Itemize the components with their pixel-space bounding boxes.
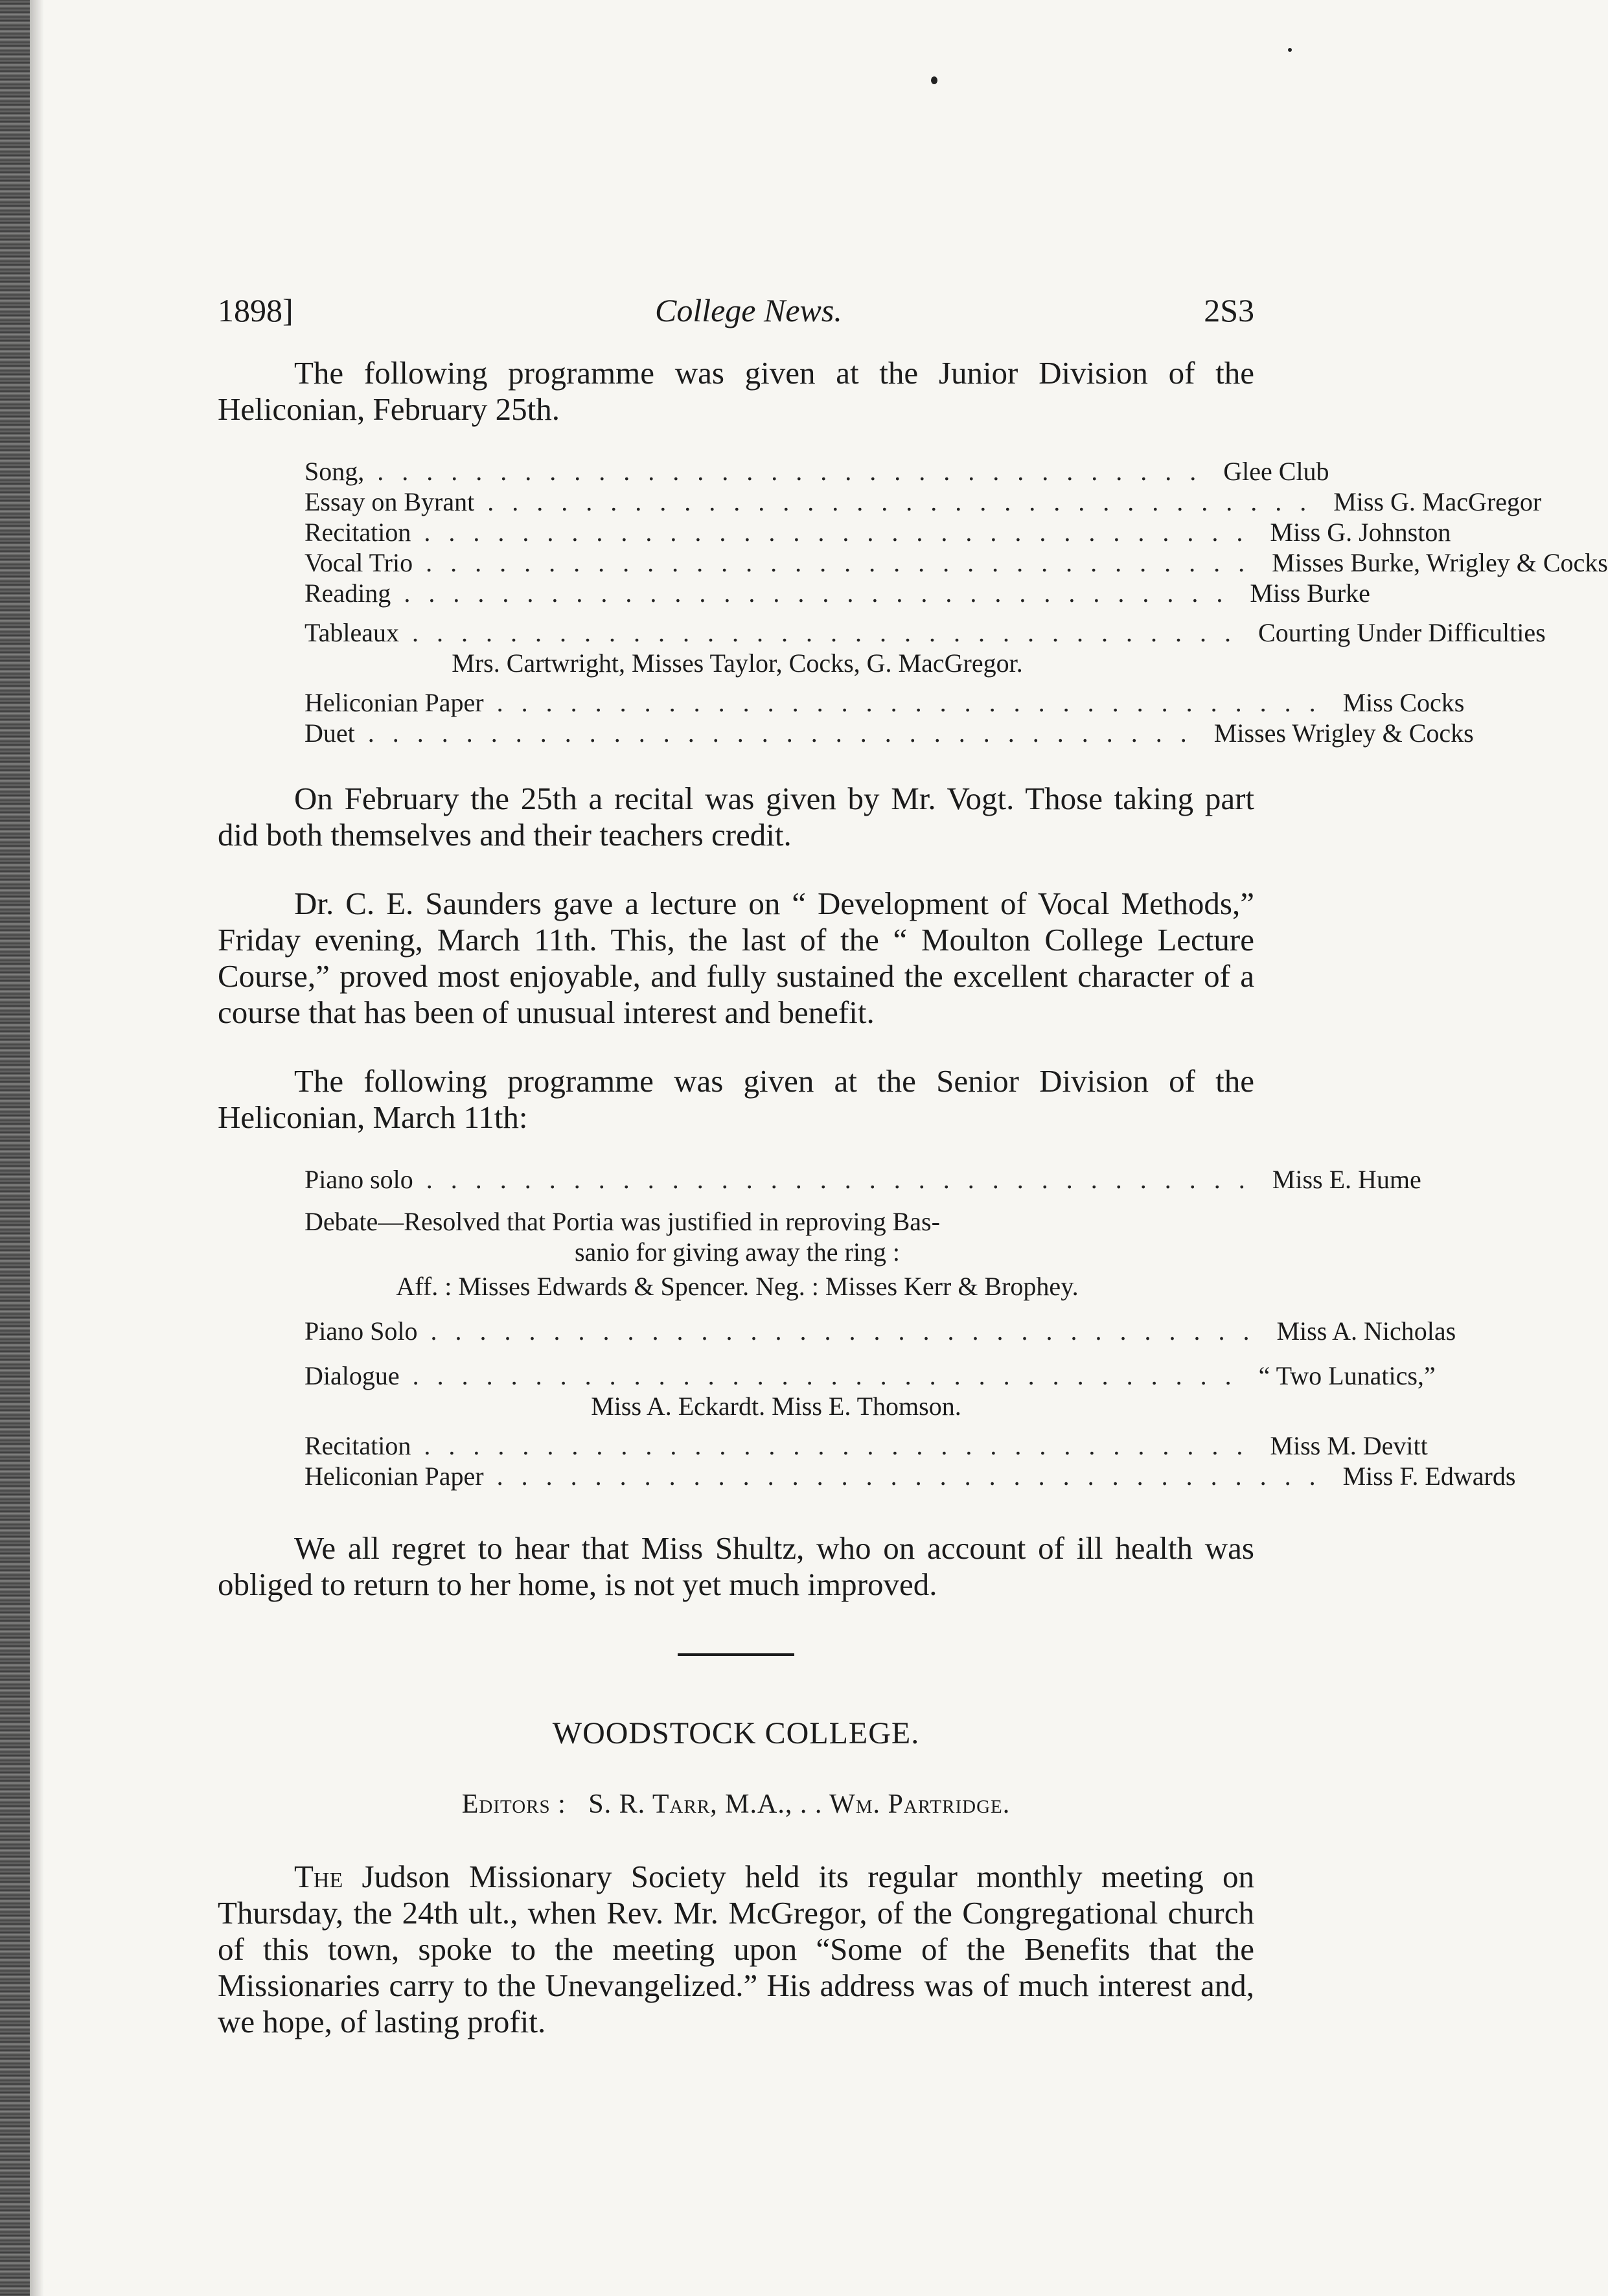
programme-row: Reading .................................. Miss Burke <box>304 579 1370 608</box>
paragraph-recital: On February the 25th a recital was given by Mr. Vogt. Those taking part did both themselves and their teachers credit. <box>218 781 1254 853</box>
scan-speck <box>931 76 937 84</box>
section-title: WOODSTOCK COLLEGE. <box>552 1716 920 1751</box>
editors-line <box>218 1789 1254 1820</box>
paragraph-senior-intro: The following programme was given at the Senior Division of the Heliconian, March 11th: <box>218 1063 1254 1135</box>
page-content <box>218 292 1608 2040</box>
programme-item: Recitation <box>304 1431 411 1460</box>
programme-row: Vocal Trio .................................. Misses Burke, Wrigley & Cocks <box>304 548 1608 577</box>
paragraph-shultz: We all regret to hear that Miss Shultz, who on account of ill health was obliged to return to her home, is not yet much improved. <box>218 1530 1254 1602</box>
paragraph-judson-society <box>218 1859 1254 2040</box>
debate-line-continued: sanio for giving away the ring : <box>574 1237 901 1267</box>
programme-item: Reading <box>304 579 391 608</box>
programme-item: Song, <box>304 457 365 486</box>
programme-performer: Miss E. Hume <box>1272 1165 1421 1194</box>
running-head <box>218 292 1254 329</box>
header-year: 1898] <box>218 292 293 328</box>
programme-performer: Miss Cocks <box>1342 688 1465 717</box>
programme-performer: Miss F. Edwards <box>1342 1462 1516 1491</box>
programme-performer: Glee Club <box>1223 457 1329 486</box>
programme-item: Essay on Byrant <box>304 487 475 516</box>
programme-performer: Courting Under Difficulties <box>1258 618 1546 647</box>
programme-row: Heliconian Paper .................................. Miss F. Edwards <box>304 1462 1516 1491</box>
programme-row: Essay on Byrant .................................. Miss G. MacGregor <box>304 487 1542 516</box>
binding-edge <box>0 0 30 2296</box>
programme-item: Recitation <box>304 518 411 547</box>
programme-row: Piano Solo .................................. Miss A. Nicholas <box>304 1316 1456 1346</box>
programme-row: Piano solo .................................. Miss E. Hume <box>304 1165 1421 1194</box>
programme-row: Recitation .................................. Miss M. Devitt <box>304 1431 1428 1460</box>
editors-names: S. R. Tarr, M.A., . . Wm. Partridge. <box>588 1789 1011 1819</box>
programme-row: Song, .................................. Glee Club <box>304 457 1329 486</box>
header-title: College News. <box>654 292 842 328</box>
programme-item: Piano solo <box>304 1165 413 1194</box>
programme-row: Duet .................................. Misses Wrigley & Cocks <box>304 718 1474 748</box>
programme-performer: Miss A. Nicholas <box>1276 1316 1456 1346</box>
programme-row: Recitation .................................. Miss G. Johnston <box>304 518 1451 547</box>
tableaux-cast: Mrs. Cartwright, Misses Taylor, Cocks, G. MacGregor. <box>452 649 1023 678</box>
header-page-number: 2S3 <box>1204 292 1254 328</box>
programme-performer: Misses Wrigley & Cocks <box>1213 718 1474 748</box>
programme-item: Dialogue <box>304 1361 400 1390</box>
programme-item: Vocal Trio <box>304 548 413 577</box>
programme-performer: Misses Burke, Wrigley & Cocks <box>1272 548 1608 577</box>
debate-sides: Aff. : Misses Edwards & Spencer. Neg. : Misses Kerr & Brophey. <box>396 1272 1079 1301</box>
section-divider <box>678 1653 794 1656</box>
debate-line: Debate—Resolved that Portia was justified in reproving Bas- <box>304 1207 940 1236</box>
paragraph-lecture: Dr. C. E. Saunders gave a lecture on “ Development of Vocal Methods,” Friday evening, March 11th. This, the last of the “ Moulton College Lecture Course,” proved most enjoyable, and fully sustained the excellent character of a course that has been of unusual interest and benefit. <box>218 886 1254 1030</box>
paragraph-text: Judson Missionary Society held its regular monthly meeting on Thursday, the 24th ult., when Rev. Mr. McGregor, of the Congregational church of this town, spoke to the meeting upon “Some of the Benefits that the Missionaries carry to the Unevangelized.” His address was of much interest and, we hope, of lasting profit. <box>218 1859 1254 2039</box>
editors-label: Editors : <box>461 1789 566 1819</box>
junior-programme <box>304 456 1608 748</box>
programme-item: Tableaux <box>304 618 400 647</box>
programme-item: Piano Solo <box>304 1316 418 1346</box>
lead-word: The <box>294 1859 343 1894</box>
programme-item: Heliconian Paper <box>304 1462 484 1491</box>
programme-item: Heliconian Paper <box>304 688 484 717</box>
programme-performer: Miss Burke <box>1250 579 1370 608</box>
programme-item: Duet <box>304 718 355 748</box>
dialogue-cast: Miss A. Eckardt. Miss E. Thomson. <box>591 1392 961 1421</box>
paragraph-junior-intro: The following programme was given at the Junior Division of the Heliconian, February 25th. <box>218 355 1254 427</box>
programme-performer: Miss G. MacGregor <box>1333 487 1542 516</box>
programme-performer: Miss G. Johnston <box>1270 518 1451 547</box>
scan-speck <box>1288 48 1292 52</box>
programme-row: Tableaux .................................. Courting Under Difficulties <box>304 618 1546 647</box>
programme-performer: “ Two Lunatics,” <box>1258 1361 1436 1390</box>
senior-programme <box>304 1164 1516 1491</box>
programme-row: Dialogue .................................. “ Two Lunatics,” <box>304 1361 1436 1390</box>
programme-row: Heliconian Paper .................................. Miss Cocks <box>304 688 1465 717</box>
programme-performer: Miss M. Devitt <box>1270 1431 1428 1460</box>
